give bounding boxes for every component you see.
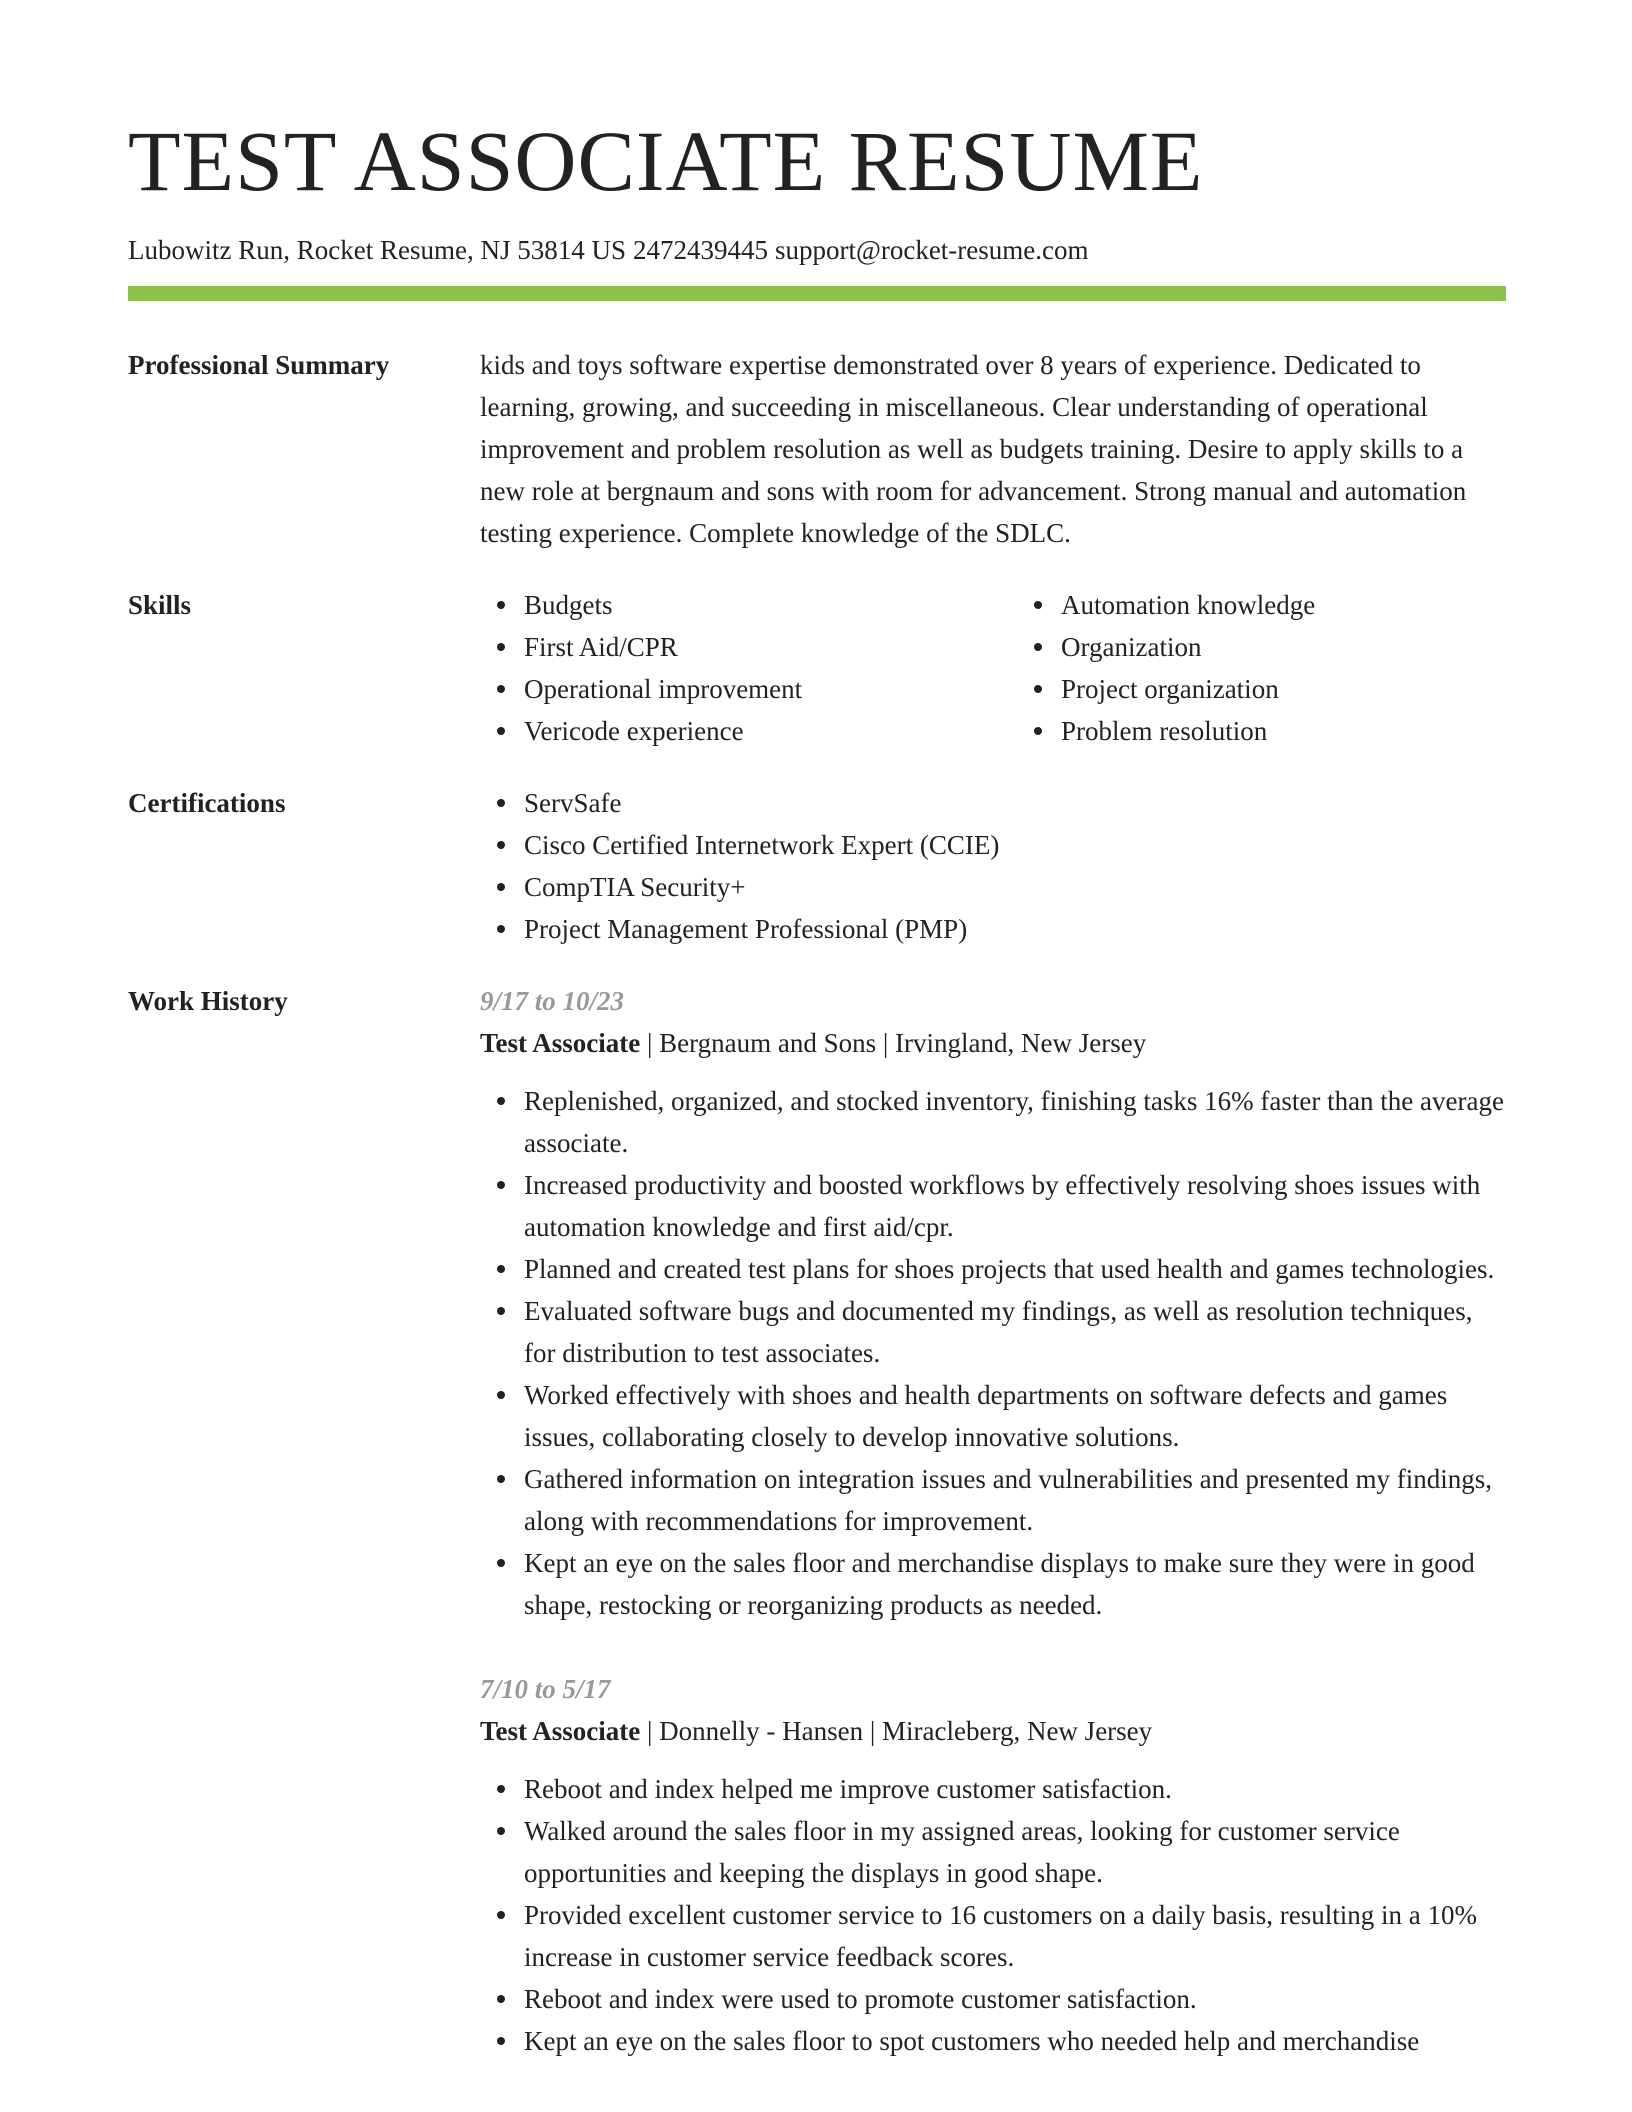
job-dates: 7/10 to 5/17 [480,1674,611,1704]
skill-item: Vericode experience [524,710,969,752]
skills-body [480,584,1506,752]
certifications-body [480,782,1506,950]
skill-item: Operational improvement [524,668,969,710]
skill-item: Organization [1061,626,1506,668]
job-bullet: Gathered information on integration issues and vulnerabilities and presented my findings, along with recommendations for improvement. [524,1458,1506,1542]
contact-phone: 2472439445 [632,235,768,265]
certification-item: Project Management Professional (PMP) [524,908,1506,950]
job-bullet: Planned and created test plans for shoes projects that used health and games technologies. [524,1248,1506,1290]
job-bullet: Reboot and index helped me improve customer satisfaction. [524,1768,1506,1810]
skill-item: Project organization [1061,668,1506,710]
certifications-heading: Certifications [128,788,286,818]
skills-grid [480,584,1506,752]
job-bullet: Evaluated software bugs and documented my findings, as well as resolution techniques, for distribution to test associates. [524,1290,1506,1374]
skill-item: Automation knowledge [1061,584,1506,626]
contact-line [128,234,1089,266]
job-entry [480,980,1506,1626]
header-divider [128,286,1506,301]
work-history-heading: Work History [128,986,288,1016]
skills-column-2 [1017,584,1506,752]
job-details: | Bergnaum and Sons | Irvingland, New Jersey [640,1028,1147,1058]
job-bullet: Worked effectively with shoes and health departments on software defects and games issues, collaborating closely to develop innovative solutions. [524,1374,1506,1458]
job-separator [480,1626,1506,1668]
summary-text: kids and toys software expertise demonstrated over 8 years of experience. Dedicated to learning, growing, and succeeding in miscellaneous. Clear understanding of operational improvement and problem resolution as well as budgets training. Desire to apply skills to a new role at bergnaum and sons with room for advancement. Strong manual and automation testing experience. Complete knowledge of the SDLC. [480,350,1467,548]
job-bullet: Provided excellent customer service to 16 customers on a daily basis, resulting in a 10% increase in customer service feedback scores. [524,1894,1506,1978]
contact-email[interactable]: support@rocket-resume.com [774,235,1089,265]
work-history-body [480,980,1506,2062]
job-title: Test Associate [480,1028,641,1058]
certifications-list [480,782,1506,950]
job-bullet: Kept an eye on the sales floor and merchandise displays to make sure they were in good shape, restocking or reorganizing products as needed. [524,1542,1506,1626]
resume-title: TEST ASSOCIATE RESUME [128,113,1204,209]
contact-address: Lubowitz Run, Rocket Resume, NJ 53814 US [128,235,626,265]
skill-item: First Aid/CPR [524,626,969,668]
job-heading [480,1710,1506,1752]
job-bullet: Walked around the sales floor in my assigned areas, looking for customer service opportunities and keeping the displays in good shape. [524,1810,1506,1894]
job-bullet: Reboot and index were used to promote customer satisfaction. [524,1978,1506,2020]
job-dates: 9/17 to 10/23 [480,986,625,1016]
job-title: Test Associate [480,1716,641,1746]
job-details: | Donnelly - Hansen | Miracleberg, New Jersey [640,1716,1153,1746]
job-bullet: Replenished, organized, and stocked inventory, finishing tasks 16% faster than the average associate. [524,1080,1506,1164]
certification-item: ServSafe [524,782,1506,824]
job-bullets [480,1768,1506,2062]
summary-heading: Professional Summary [128,350,390,380]
job-heading [480,1022,1506,1064]
job-bullets [480,1080,1506,1626]
summary-body [480,344,1506,554]
certification-item: Cisco Certified Internetwork Expert (CCIE) [524,824,1506,866]
skill-item: Budgets [524,584,969,626]
skills-column-1 [480,584,969,752]
job-entry [480,1668,1506,2062]
certification-item: CompTIA Security+ [524,866,1506,908]
job-bullet: Increased productivity and boosted workflows by effectively resolving shoes issues with automation knowledge and first aid/cpr. [524,1164,1506,1248]
skill-item: Problem resolution [1061,710,1506,752]
job-bullet: Kept an eye on the sales floor to spot customers who needed help and merchandise [524,2020,1506,2062]
skills-heading: Skills [128,590,192,620]
